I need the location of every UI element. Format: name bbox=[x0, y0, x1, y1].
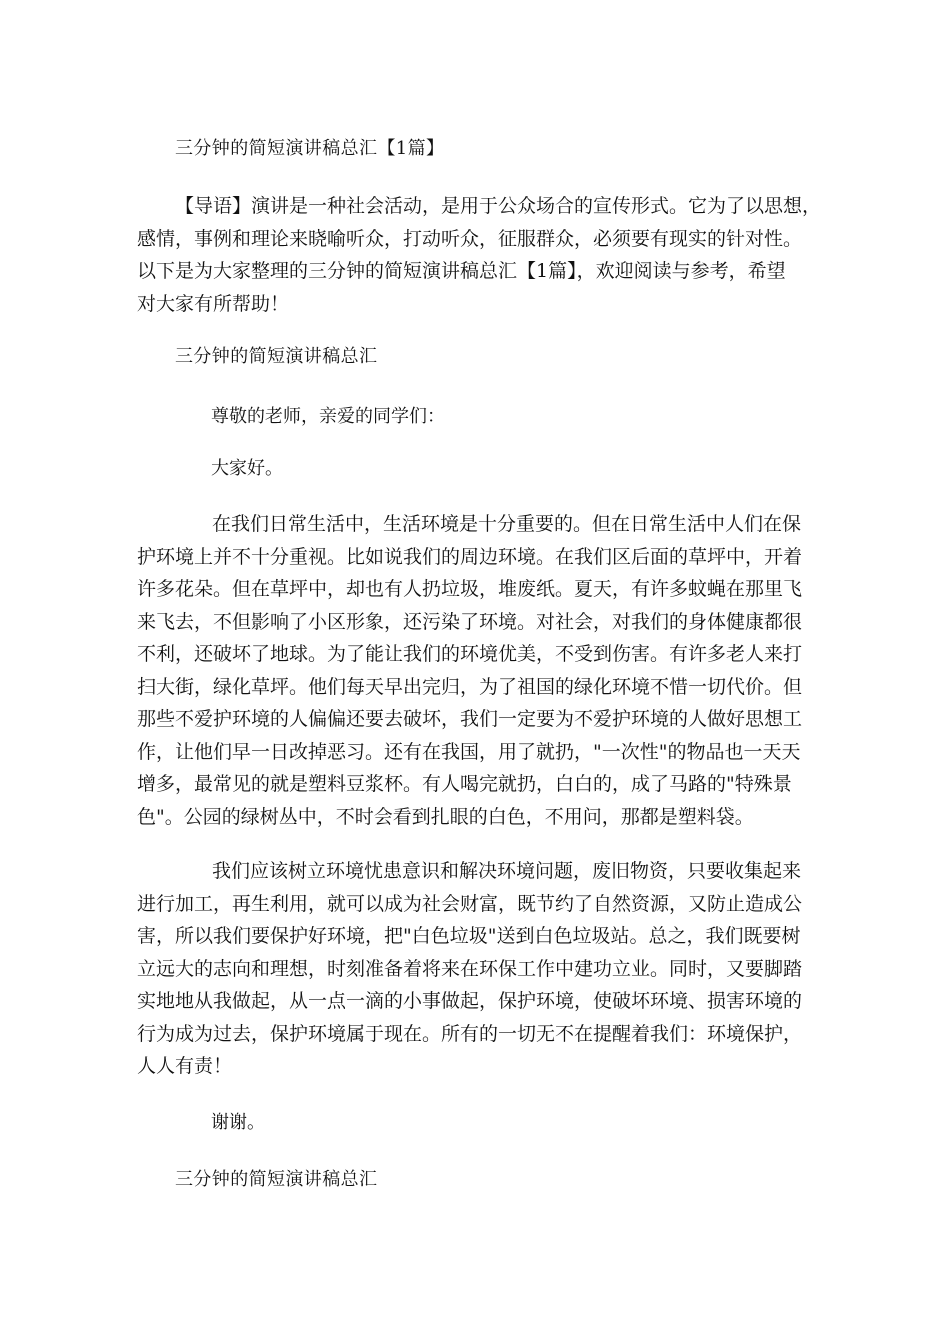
thanks: 谢谢。 bbox=[211, 1112, 265, 1133]
paragraph-line: 我们应该树立环境忧患意识和解决环境问题，废旧物资，只要收集起来 bbox=[212, 860, 802, 882]
greeting: 大家好。 bbox=[211, 458, 283, 479]
intro-line: 对大家有所帮助！ bbox=[137, 292, 290, 315]
paragraph-line: 许多花朵。但在草坪中，却也有人扔垃圾，堆废纸。夏天，有许多蚊蝇在那里飞 bbox=[137, 578, 803, 600]
section-heading: 三分钟的简短演讲稿总汇 bbox=[175, 346, 378, 367]
paragraph-line: 来飞去，不但影响了小区形象，还污染了环境。对社会，对我们的身体健康都很 bbox=[137, 610, 803, 633]
paragraph-line: 人人有责！ bbox=[137, 1055, 233, 1077]
intro-line: 以下是为大家整理的三分钟的简短演讲稿总汇【1篇】，欢迎阅读与参考，希望 bbox=[137, 260, 786, 282]
intro-line: 【导语】演讲是一种社会活动，是用于公众场合的宣传形式。它为了以思想， bbox=[175, 195, 822, 217]
paragraph-line: 行为成为过去，保护环境属于现在。所有的一切无不在提醒着我们：环境保护， bbox=[137, 1022, 803, 1045]
intro-paragraph bbox=[137, 190, 837, 320]
paragraph-line: 增多，最常见的就是塑料豆浆杯。有人喝完就扔，白白的，成了马路的"特殊景 bbox=[137, 773, 792, 795]
paragraph-line: 护环境上并不十分重视。比如说我们的周边环境。在我们区后面的草坪中，开着 bbox=[137, 545, 803, 568]
paragraph-line: 立远大的志向和理想，时刻准备着将来在环保工作中建功立业。同时，又要脚踏 bbox=[137, 957, 803, 980]
paragraph-line: 扫大街，绿化草坪。他们每天早出完归，为了祖国的绿化环境不惜一切代价。但 bbox=[137, 675, 803, 698]
paragraph-line: 害，所以我们要保护好环境，把"白色垃圾"送到白色垃圾站。总之，我们既要树 bbox=[137, 925, 801, 947]
paragraph-line: 色"。公园的绿树丛中，不时会看到扎眼的白色，不用问，那都是塑料袋。 bbox=[137, 805, 754, 828]
paragraph-line: 进行加工，再生利用，就可以成为社会财富，既节约了自然资源，又防止造成公 bbox=[137, 892, 803, 915]
paragraph-line: 不利，还破坏了地球。为了能让我们的环境优美，不受到伤害。有许多老人来打 bbox=[137, 643, 803, 665]
body-paragraph-2 bbox=[137, 855, 837, 1083]
paragraph-line: 作，让他们早一日改掉恶习。还有在我国，用了就扔，"一次性"的物品也一天天 bbox=[137, 740, 801, 763]
body-paragraph-1 bbox=[137, 508, 837, 833]
paragraph-line: 实地地从我做起，从一点一滴的小事做起，保护环境，使破坏环境、损害环境的 bbox=[137, 990, 803, 1012]
paragraph-line: 那些不爱护环境的人偏偏还要去破坏，我们一定要为不爱护环境的人做好思想工 bbox=[137, 708, 803, 730]
salutation: 尊敬的老师，亲爱的同学们： bbox=[211, 406, 445, 427]
document-title: 三分钟的简短演讲稿总汇【1篇】 bbox=[175, 138, 445, 159]
paragraph-line: 在我们日常生活中，生活环境是十分重要的。但在日常生活中人们在保 bbox=[212, 513, 802, 535]
intro-line: 感情，事例和理论来晓喻听众，打动听众，征服群众，必须要有现实的针对性。 bbox=[137, 227, 803, 250]
section-heading: 三分钟的简短演讲稿总汇 bbox=[175, 1169, 378, 1190]
